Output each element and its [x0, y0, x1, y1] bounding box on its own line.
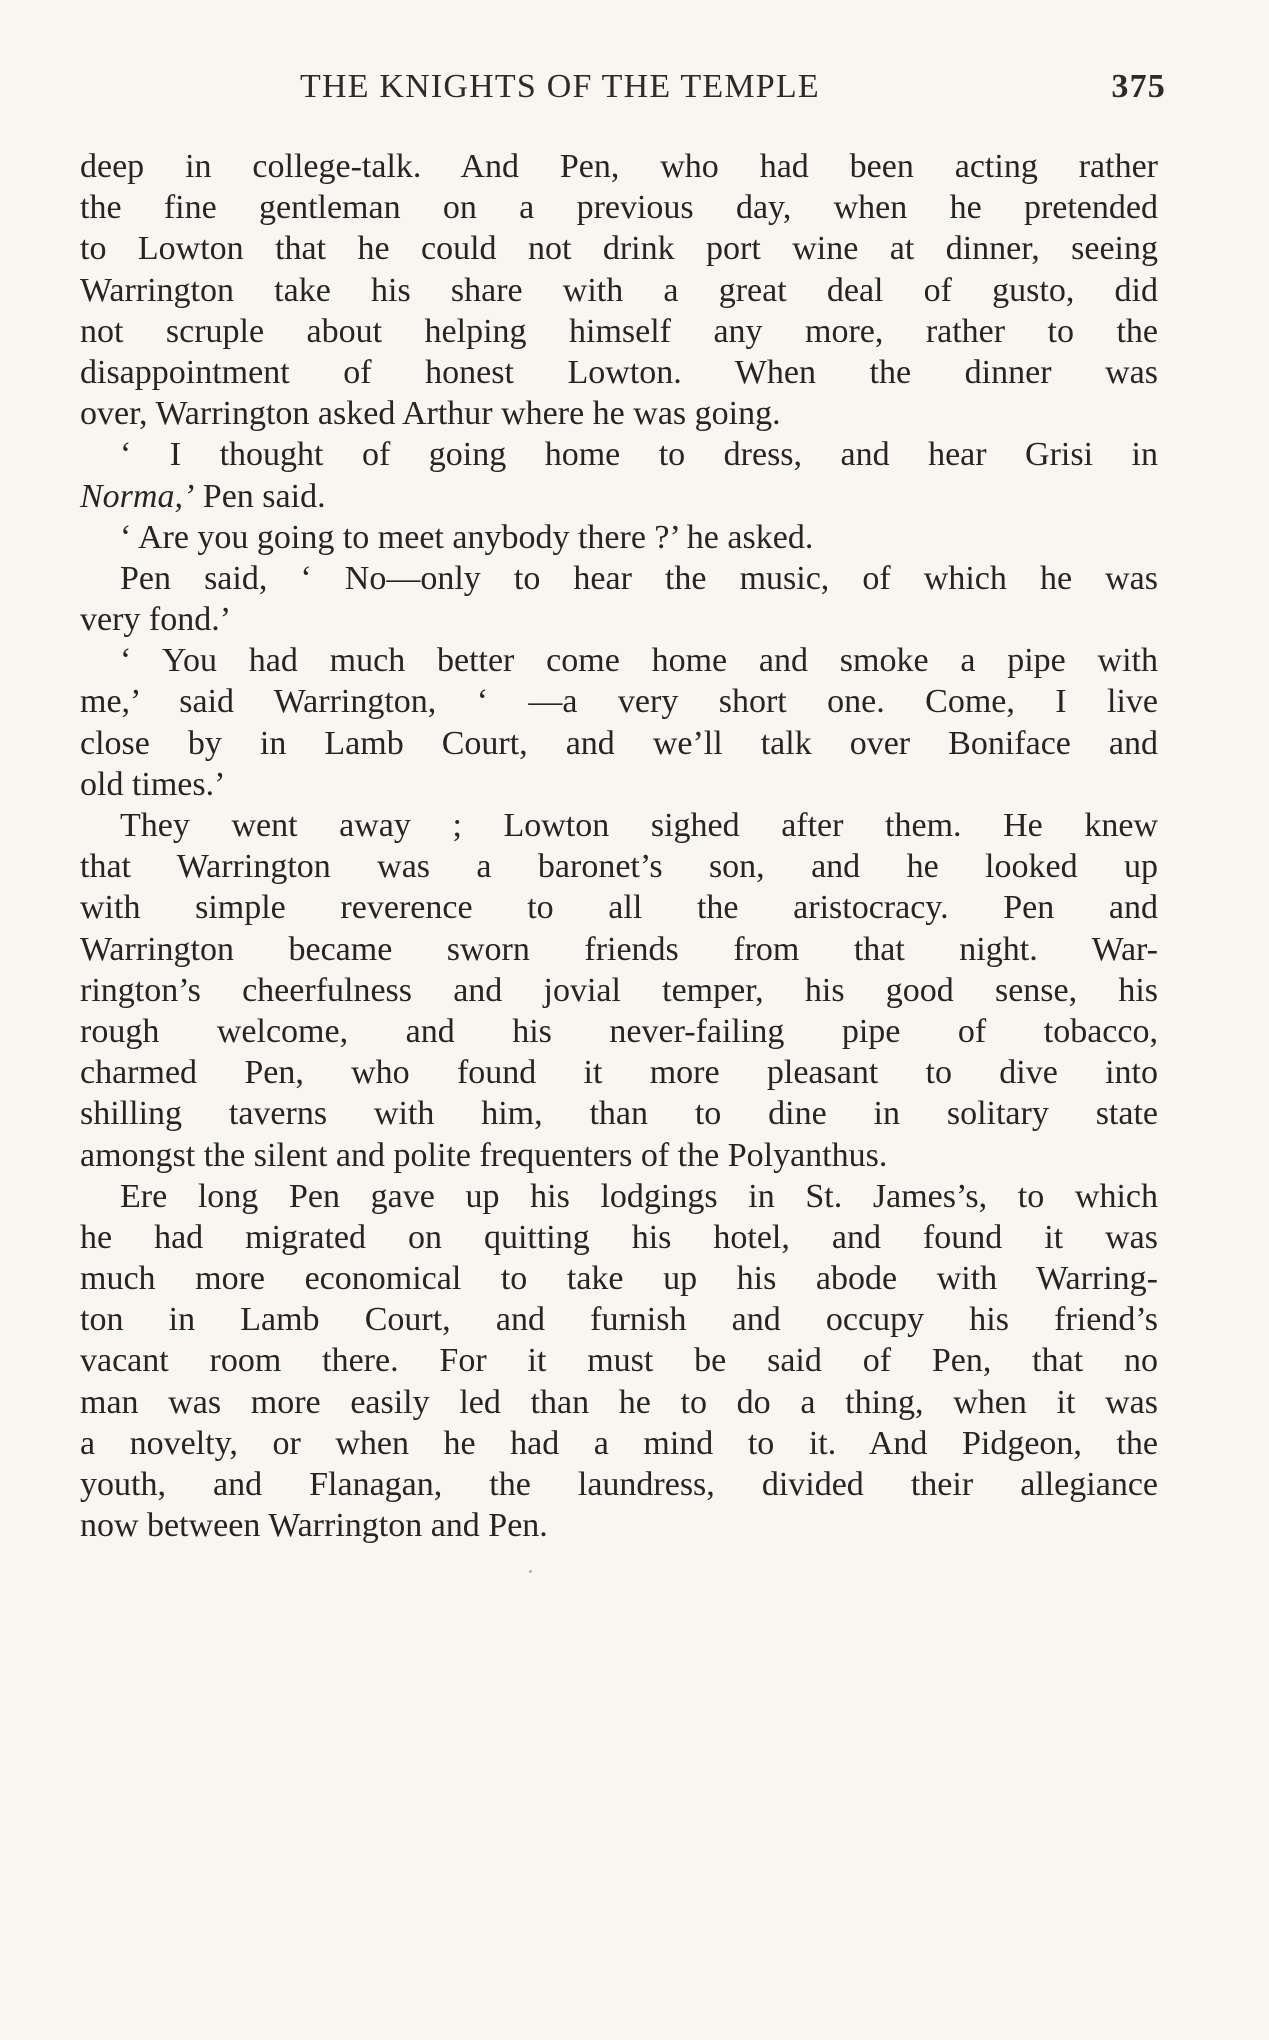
- page-number: 375: [1111, 68, 1166, 105]
- text-line: [80, 476, 1158, 517]
- text-line: Pen said, ‘ No—only to hear the music, of which he was: [120, 559, 1158, 597]
- chapter-title: THE KNIGHTS OF THE TEMPLE: [300, 68, 820, 105]
- body-text: [80, 146, 1158, 1546]
- text-line: disappointment of honest Lowton. When the dinner was: [80, 353, 1158, 391]
- text-line: very fond.’: [80, 601, 232, 639]
- text-line: ton in Lamb Court, and furnish and occupy his friend’s: [80, 1301, 1158, 1339]
- text-line: much more economical to take up his abode with Warring-: [80, 1260, 1158, 1298]
- text-line: ‘ You had much better come home and smoke a pipe with: [120, 642, 1158, 680]
- running-head: [300, 68, 1166, 114]
- text-line: Warrington take his share with a great deal of gusto, did: [80, 271, 1158, 309]
- text-line: charmed Pen, who found it more pleasant to dive into: [80, 1054, 1158, 1092]
- text-line: old times.’: [80, 765, 226, 803]
- text-line: rington’s cheerfulness and jovial temper, his good sense, his: [80, 971, 1158, 1009]
- text-line: man was more easily led than he to do a thing, when it was: [80, 1383, 1158, 1421]
- text-line: vacant room there. For it must be said of Pen, that no: [80, 1342, 1158, 1380]
- text-line: ‘ Are you going to meet anybody there ?’ he asked.: [120, 518, 814, 556]
- italic-title: Norma,’: [80, 477, 195, 515]
- text-line: Ere long Pen gave up his lodgings in St. James’s, to which: [120, 1177, 1158, 1215]
- text-line: deep in college-talk. And Pen, who had been acting rather: [80, 148, 1158, 185]
- text-line: shilling taverns with him, than to dine in solitary state: [80, 1095, 1158, 1133]
- text-line: the fine gentleman on a previous day, when he pretended: [80, 189, 1158, 227]
- text-line: to Lowton that he could not drink port wine at dinner, seeing: [80, 230, 1158, 268]
- text-line: he had migrated on quitting his hotel, and found it was: [80, 1218, 1158, 1256]
- text-line: youth, and Flanagan, the laundress, divided their allegiance: [80, 1466, 1158, 1503]
- text-line: close by in Lamb Court, and we’ll talk over Boniface and: [80, 724, 1158, 762]
- text-line: that Warrington was a baronet’s son, and he looked up: [80, 848, 1158, 886]
- text-line: not scruple about helping himself any more, rather to the: [80, 312, 1158, 350]
- text-line: rough welcome, and his never-failing pipe of tobacco,: [80, 1012, 1158, 1050]
- page-speck: [529, 1570, 532, 1573]
- text-line: They went away ; Lowton sighed after them. He knew: [120, 807, 1158, 844]
- text-fragment: Pen said.: [194, 477, 326, 515]
- text-line: me,’ said Warrington, ‘ —a very short one. Come, I live: [80, 683, 1158, 721]
- text-line: now between Warrington and Pen.: [80, 1507, 548, 1545]
- text-line: a novelty, or when he had a mind to it. And Pidgeon, the: [80, 1424, 1158, 1462]
- text-line: with simple reverence to all the aristocracy. Pen and: [80, 889, 1158, 927]
- text-line: ‘ I thought of going home to dress, and hear Grisi in: [120, 436, 1158, 474]
- text-line: over, Warrington asked Arthur where he was going.: [80, 395, 781, 433]
- text-line: Warrington became sworn friends from that night. War-: [80, 930, 1158, 968]
- text-line: amongst the silent and polite frequenters of the Polyanthus.: [80, 1136, 888, 1174]
